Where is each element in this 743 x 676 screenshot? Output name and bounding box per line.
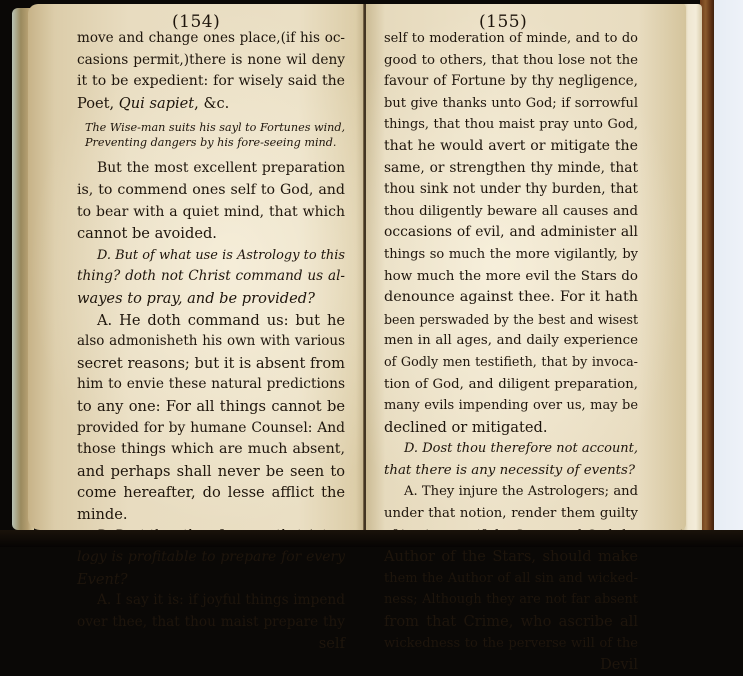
answer-line: provided for by humane Counsel: And <box>77 419 345 436</box>
text-line: thou diligently beware all causes and <box>384 203 638 219</box>
answer-line: secret reasons; but it is absent from <box>77 354 345 372</box>
text-line <box>77 93 345 115</box>
question-line: thing? doth not Christ command us al- <box>77 268 345 285</box>
answer-line: A. He doth command us: but he <box>97 311 345 329</box>
answer-line: also admonisheth his own with various <box>77 333 345 350</box>
text-line: is, to commend ones self to God, and <box>77 181 345 198</box>
text-line: things, that thou maist pray unto God, <box>384 117 638 133</box>
text-line: that he would avert or mitigate the <box>384 137 638 154</box>
text-line: declined or mitigated. <box>384 418 548 436</box>
catchword: self <box>318 635 345 653</box>
question-line: D. But of what use is Astrology to this <box>97 247 345 263</box>
answer-line: A. They injure the Astrologers; and <box>404 484 638 500</box>
text-line: to bear with a quiet mind, that which <box>77 203 345 220</box>
text-line: how much the more evil the Stars do <box>384 268 638 284</box>
answer-line: ness; Although they are not far absent <box>384 592 638 608</box>
etc-text: , &c. <box>194 94 230 112</box>
answer-line: and perhaps shall never be seen to <box>77 462 345 480</box>
question-line: that there is any necessity of events? <box>384 462 636 478</box>
answer-line: those things which are much absent, <box>77 441 345 458</box>
page-text <box>384 28 638 676</box>
question-line: Event? <box>77 570 128 588</box>
page-number: (155) <box>479 12 528 32</box>
book-cover-edge <box>700 0 714 540</box>
answer-line: under that notion, render them guilty <box>384 506 638 522</box>
text-line: good to others, that thou lose not the <box>384 52 638 68</box>
text-line: move and change ones place,(if his oc- <box>77 30 345 46</box>
text-line: denounce against thee. For it hath <box>384 289 638 306</box>
answer-line: over thee, that thou maist prepare thy <box>77 613 345 630</box>
answer-line: A. I say it is: if joyful things impend <box>97 592 345 609</box>
answer-line: come hereafter, do lesse afflict the <box>77 484 345 502</box>
text-line: men in all ages, and daily experience <box>384 333 638 349</box>
poet-label: Poet, <box>77 94 119 112</box>
text-line: self to moderation of minde, and to do <box>384 31 638 46</box>
text-line: but give thanks unto God; if sorrowful <box>384 95 638 111</box>
answer-line: to any one: For all things cannot be <box>77 397 345 415</box>
text-line: it to be expedient: for wisely said the <box>77 73 345 90</box>
text-line: thou sink not under thy burden, that <box>384 181 638 198</box>
text-line: tion of God, and diligent preparation, <box>384 376 638 392</box>
latin-quote: Qui sapiet <box>118 94 195 112</box>
answer-line: him to envie these natural predictions <box>77 376 345 393</box>
answer-line: from that Crime, who ascribe all <box>384 613 638 631</box>
bottom-shadow <box>0 530 743 547</box>
verse-line: The Wise-man suits his sayl to Fortunes wind, <box>85 121 346 135</box>
text-line: favour of Fortune by thy negligence, <box>384 73 638 90</box>
text-line: occasions of evil, and administer all <box>384 224 638 241</box>
text-line: casions permit,)there is none wil deny <box>77 51 345 68</box>
question-line: logy is profitable to prepare for every <box>77 549 345 566</box>
answer-line: wickedness to the perverse will of the <box>384 635 638 651</box>
answer-line: Author of the Stars, should make <box>384 548 638 566</box>
answer-line: minde. <box>77 505 128 523</box>
text-line: many evils impending over us, may be <box>384 398 638 414</box>
text-line: But the most excellent preparation <box>97 160 345 177</box>
text-line: of Godly men testifieth, that by invoca- <box>384 354 638 370</box>
left-page <box>28 4 366 653</box>
catchword: Devil <box>600 656 638 674</box>
page-text <box>77 28 345 655</box>
answer-line: them the Author of all sin and wicked- <box>384 570 638 586</box>
text-line: same, or strengthen thy minde, that <box>384 159 638 176</box>
text-line: things so much the more vigilantly, by <box>384 246 638 262</box>
background-surface <box>713 0 743 547</box>
verse-line: Preventing dangers by his fore-seeing mind. <box>85 136 337 150</box>
text-line: cannot be avoided. <box>77 225 217 243</box>
right-page <box>366 4 686 674</box>
question-line: D. Dost thou therefore not account, <box>404 441 638 457</box>
text-line: been perswaded by the best and wisest <box>384 311 638 327</box>
page-number: (154) <box>172 12 221 32</box>
question-line: wayes to pray, and be provided? <box>77 289 315 307</box>
